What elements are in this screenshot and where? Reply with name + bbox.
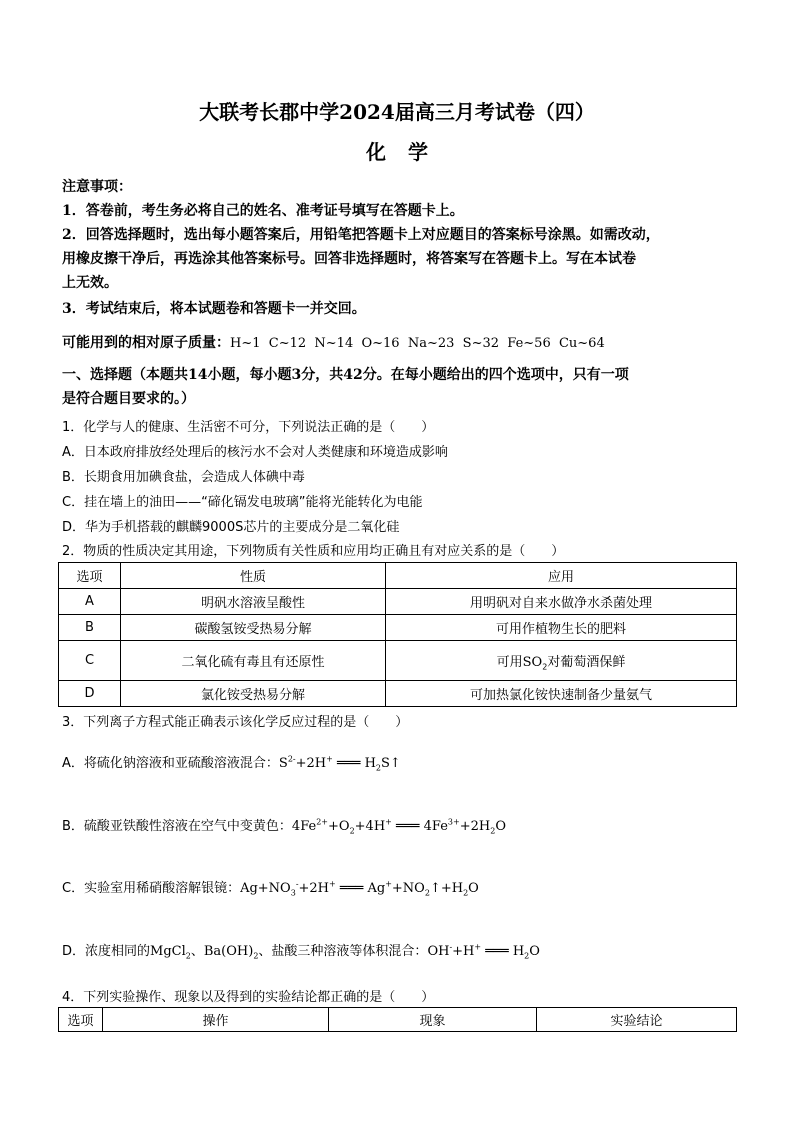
q3-option-d-sep-2: 、盐酸三种溶液等体积混合： [258, 944, 428, 959]
q2-row-c-use-subscript: 2 [542, 662, 548, 672]
q3-option-d [62, 940, 540, 959]
section-1-heading-line-2: 是符合题目要求的。） [62, 391, 195, 407]
q2-table [58, 562, 737, 707]
q3-option-c-text: C．实验室用稀硝酸溶解银镜： [62, 881, 241, 896]
q2-row-d-option: D [59, 681, 121, 707]
q3-option-b-equation: $4Fe^{2+}+O_2+4H^+$ ═══ $4Fe^{3+}+2H_2O$ [291, 817, 506, 836]
notice-item-2-line-2: 用橡皮擦干净后，再选涂其他答案标号。回答非选择题时，将答案写在答题卡上。写在本试卷 [62, 251, 636, 267]
q3-stem: 3．下列离子方程式能正确表示该化学反应过程的是（ ） [62, 715, 409, 730]
atomic-mass-line [62, 332, 605, 352]
q3-option-d-formula-1: MgCl$_2$ [150, 944, 191, 961]
q1-option-c: C．挂在墙上的油田——“碲化镉发电玻璃”能将光能转化为电能 [62, 495, 423, 510]
q3-option-a-text: A．将硫化钠溶液和亚硫酸溶液混合： [62, 756, 279, 771]
q2-row-d [59, 681, 737, 707]
q3-option-a-equation: $S^{2-}+2H^+$ ═══ $H_2S↑$ [278, 754, 401, 773]
q3-option-c [62, 877, 479, 896]
q4-stem: 4．下列实验操作、现象以及得到的实验结论都正确的是（ ） [62, 990, 435, 1005]
exam-title: 大联考长郡中学2024届高三月考试卷（四） [199, 100, 595, 124]
q2-row-c-use-post: 对葡萄酒保鲜 [547, 655, 626, 670]
q4-table [58, 1007, 737, 1032]
notice-item-2-line-1: 2．回答选择题时，选出每小题答案后，用铅笔把答题卡上对应题目的答案标号涂黑。如需改动， [62, 227, 660, 243]
q4-header-operation: 操作 [103, 1008, 329, 1032]
q2-row-c-option: C [59, 641, 121, 681]
q4-header-conclusion: 实验结论 [537, 1008, 737, 1032]
q2-row-a-use: 用明矾对自来水做净水杀菌处理 [386, 589, 737, 615]
q3-option-d-text: D．浓度相同的 [62, 944, 151, 959]
q4-header-phenomenon: 现象 [329, 1008, 537, 1032]
q2-row-b [59, 615, 737, 641]
q1-option-b: B．长期食用加碘食盐，会造成人体碘中毒 [62, 470, 305, 485]
q4-header-option: 选项 [59, 1008, 103, 1032]
q2-row-b-use: 可用作植物生长的肥料 [386, 615, 737, 641]
q3-option-d-equation: OH-+H+ ═══ $H_2O$ [427, 942, 540, 961]
notice-item-3: 3．考试结束后，将本试题卷和答题卡一并交回。 [62, 301, 366, 317]
q3-option-d-formula-2: $Ba(OH)_2$ [203, 944, 259, 961]
atomic-mass-values: H~1 C~12 N~14 O~16 Na~23 S~32 Fe~56 Cu~64 [230, 336, 605, 351]
q4-header-row [59, 1008, 737, 1032]
q2-row-c-property: 二氧化硫有毒且有还原性 [121, 641, 386, 681]
q2-row-c-use [386, 641, 737, 681]
section-1-heading-line-1: 一、选择题（本题共14小题，每小题3分，共42分。在每小题给出的四个选项中，只有一项 [62, 367, 629, 383]
q2-stem: 2．物质的性质决定其用途，下列物质有关性质和应用均正确且有对应关系的是（ ） [62, 544, 565, 559]
q2-header-option: 选项 [59, 563, 121, 589]
q2-row-a [59, 589, 737, 615]
q2-header-use: 应用 [386, 563, 737, 589]
q3-option-d-sep-1: 、 [190, 944, 204, 959]
q2-row-a-property: 明矾水溶液呈酸性 [121, 589, 386, 615]
q3-option-c-equation: $Ag+NO_3^-+2H^+$ ═══ $Ag^++NO_2↑+H_2O$ [240, 879, 479, 898]
subject-title: 化学 [366, 140, 450, 164]
q3-option-b-text: B．硫酸亚铁酸性溶液在空气中变黄色： [62, 819, 292, 834]
q2-row-a-option: A [59, 589, 121, 615]
q2-row-c-use-pre: 可用 [496, 655, 523, 670]
q2-header-property: 性质 [121, 563, 386, 589]
q2-row-c [59, 641, 737, 681]
q3-option-a [62, 752, 401, 771]
q2-row-c-use-formula: SO [522, 655, 543, 670]
notice-heading: 注意事项： [62, 179, 132, 195]
notice-item-1: 1．答卷前，考生务必将自己的姓名、准考证号填写在答题卡上。 [62, 203, 464, 219]
q2-row-d-property: 氯化铵受热易分解 [121, 681, 386, 707]
q2-row-b-property: 碳酸氢铵受热易分解 [121, 615, 386, 641]
atomic-mass-label: 可能用到的相对原子质量： [62, 335, 230, 351]
notice-item-2-line-3: 上无效。 [62, 275, 118, 291]
q1-option-d: D．华为手机搭载的麒麟9000S芯片的主要成分是二氧化硅 [62, 520, 400, 535]
q2-row-b-option: B [59, 615, 121, 641]
q2-header-row [59, 563, 737, 589]
q1-option-a: A．日本政府排放经处理后的核污水不会对人类健康和环境造成影响 [62, 445, 448, 460]
q2-row-d-use: 可加热氯化铵快速制备少量氨气 [386, 681, 737, 707]
q1-stem: 1．化学与人的健康、生活密不可分，下列说法正确的是（ ） [62, 420, 435, 435]
q3-option-b [62, 815, 506, 834]
